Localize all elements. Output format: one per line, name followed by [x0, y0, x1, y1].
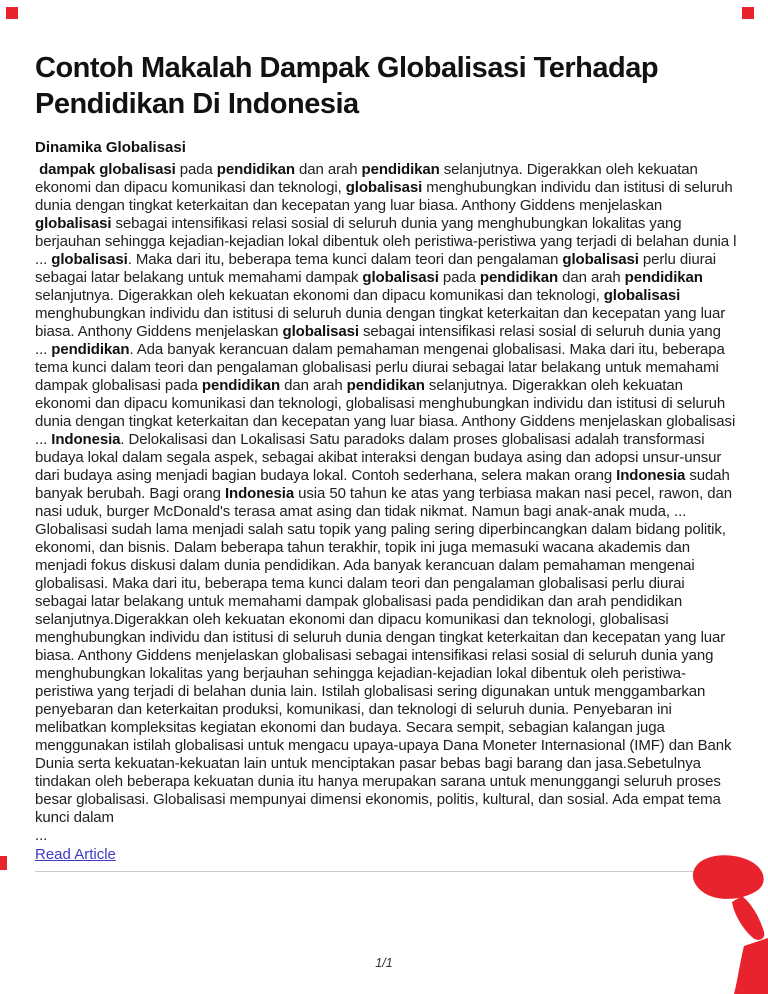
- paragraph-2: Globalisasi sudah lama menjadi salah satu topik yang paling sering diperbincangkan dalam bidang politik, ekonomi, dan bisnis. Dalam beberapa tahun terakhir, topik ini juga memasuki wacana akademis dan menjadi fokus diskusi dalam dunia pendidikan. Ada banyak kerancuan dalam pemahaman mengenai globalisasi. Maka dari itu, beberapa tema kunci dalam teori dan pengalaman globalisasi perlu diurai sebagai latar belakang untuk memahami dampak globalisasi pada pendidikan dan arah pendidikan selanjutnya.Digerakkan oleh kekuatan ekonomi dan dipacu komunikasi dan teknologi, globalisasi menghubungkan individu dan istitusi di seluruh dunia dengan tingkat keterkaitan dan kecepatan yang luar biasa. Anthony Giddens menjelaskan globalisasi sebagai intensifikasi relasi sosial di seluruh dunia yang menghubungkan lokalitas yang berjauhan sehingga kejadian-kejadian lokal dibentuk oleh peristiwa-peristiwa yang terjadi di belahan dunia lain. Istilah globalisasi sering digunakan untuk menggambarkan penyebaran dan keterkaitan produksi, komunikasi, dan teknologi di seluruh dunia. Penyebaran ini melibatkan kompleksitas kegiatan ekonomi dan budaya. Secara sempit, sebagian kalangan juga menggunakan istilah globalisasi untuk mengacu upaya-upaya Dana Moneter Internasional (IMF) dan Bank Dunia serta kekuatan-kekuatan lain untuk menciptakan pasar bebas bagi barang dan jasa.Sebetulnya tindakan oleh beberapa kekuatan dunia itu hanya merupakan sarana untuk menunggangi seluruh proses besar globalisasi. Globalisasi mempunyai dimensi ekonomis, politis, kultural, dan sosial. Ada empat tema kunci dalam: [35, 521, 732, 826]
- document-title: Contoh Makalah Dampak Globalisasi Terhadap Pendidikan Di Indonesia: [35, 52, 659, 120]
- red-square: [6, 7, 18, 19]
- paragraph-3: ...: [35, 827, 48, 844]
- red-mark-bottom-right: [686, 852, 768, 994]
- red-mark-left-edge: [0, 856, 7, 870]
- page-number: 1/1: [375, 956, 393, 970]
- document-content: [35, 50, 737, 872]
- read-article-link[interactable]: Read Article: [35, 846, 116, 863]
- paragraph-1: dampak globalisasi pada pendidikan dan arah pendidikan selanjutnya. Digerakkan oleh kekuatan ekonomi dan dipacu komunikasi dan teknologi, globalisasi menghubungkan individu dan istitusi di seluruh dunia dengan tingkat keterkaitan dan kecepatan yang luar biasa. Anthony Giddens menjelaskan globalisasi sebagai intensifikasi relasi sosial di seluruh dunia yang menghubungkan lokalitas yang berjauhan sehingga kejadian-kejadian lokal dibentuk oleh peristiwa-peristiwa yang terjadi di belahan dunia l ... globalisasi. Maka dari itu, beberapa tema kunci dalam teori dan pengalaman globalisasi perlu diurai sebagai latar belakang untuk memahami dampak globalisasi pada pendidikan dan arah pendidikan selanjutnya. Digerakkan oleh kekuatan ekonomi dan dipacu komunikasi dan teknologi, globalisasi menghubungkan individu dan istitusi di seluruh dunia dengan tingkat keterkaitan dan kecepatan yang luar biasa. Anthony Giddens menjelaskan globalisasi sebagai intensifikasi relasi sosial di seluruh dunia yang ... pendidikan. Ada banyak kerancuan dalam pemahaman mengenai globalisasi. Maka dari itu, beberapa tema kunci dalam teori dan pengalaman globalisasi perlu diurai sebagai latar belakang untuk memahami dampak globalisasi pada pendidikan dan arah pendidikan selanjutnya. Digerakkan oleh kekuatan ekonomi dan dipacu komunikasi dan teknologi, globalisasi menghubungkan individu dan istitusi di seluruh dunia dengan tingkat keterkaitan dan kecepatan yang luar biasa. Anthony Giddens menjelaskan globalisasi ... Indonesia. Delokalisasi dan Lokalisasi Satu paradoks dalam proses globalisasi adalah transformasi budaya lokal dalam segala aspek, sebagai akibat interaksi dengan budaya asing dan adopsi unsur-unsur dari budaya asing menjadi bagian budaya lokal. Contoh sederhana, selera makan orang Indonesia sudah banyak berubah. Bagi orang Indonesia usia 50 tahun ke atas yang terbiasa makan nasi pecel, rawon, dan nasi uduk, burger McDonald's terasa amat asing dan tidak nikmat. Namun bagi anak-anak muda, ...: [35, 161, 737, 520]
- section-heading: Dinamika Globalisasi: [35, 139, 186, 156]
- red-square: [742, 7, 754, 19]
- red-square: [0, 856, 7, 870]
- red-stroke: [732, 896, 764, 940]
- divider: [35, 871, 737, 872]
- red-blob: [693, 855, 764, 899]
- red-corner-wedge: [734, 938, 768, 994]
- article-body: [35, 161, 737, 845]
- red-mark-top-left: [6, 7, 18, 19]
- red-mark-top-right: [742, 7, 754, 19]
